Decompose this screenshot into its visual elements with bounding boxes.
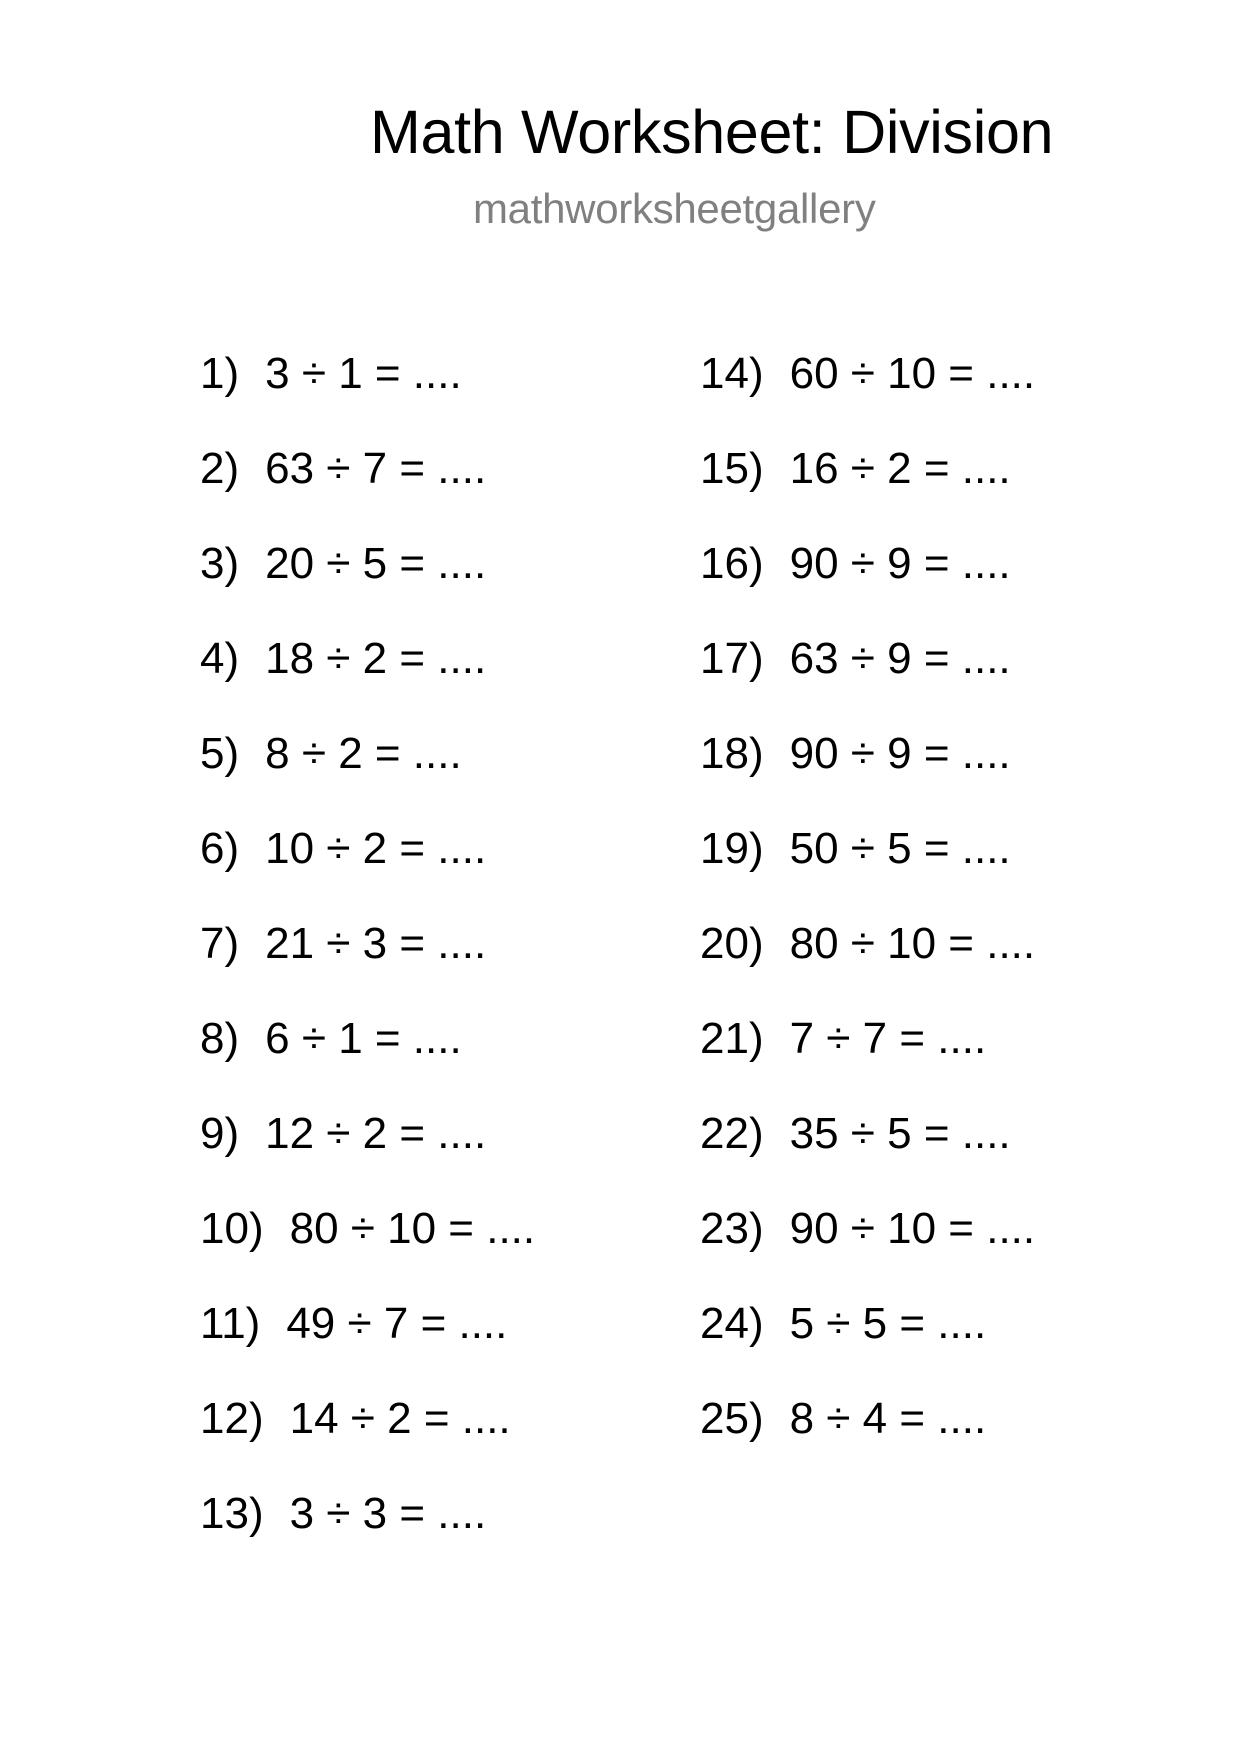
problem-expression: 16 ÷ 2 = .... <box>789 444 1011 493</box>
problem-expression: 60 ÷ 10 = .... <box>789 349 1036 398</box>
problem-expression: 18 ÷ 2 = .... <box>265 634 487 683</box>
problem-item <box>700 536 1035 631</box>
problem-expression: 90 ÷ 9 = .... <box>789 539 1011 588</box>
problem-item <box>700 441 1035 536</box>
problem-expression: 8 ÷ 2 = .... <box>265 729 462 778</box>
problem-column-left <box>200 346 535 1581</box>
problem-expression: 63 ÷ 9 = .... <box>789 634 1011 683</box>
problem-item <box>700 1106 1035 1201</box>
problem-number: 3) <box>200 539 240 588</box>
problem-item <box>700 1296 1035 1391</box>
problem-number: 21) <box>700 1014 764 1063</box>
problem-item <box>200 916 535 1011</box>
problem-item <box>200 1391 535 1486</box>
problem-number: 18) <box>700 729 764 778</box>
problem-expression: 20 ÷ 5 = .... <box>265 539 487 588</box>
problem-number: 16) <box>700 539 764 588</box>
problem-number: 7) <box>200 919 240 968</box>
problem-item <box>200 726 535 821</box>
problem-item <box>200 1486 535 1581</box>
page-subtitle: mathworksheetgallery <box>473 185 876 232</box>
problem-number: 6) <box>200 824 240 873</box>
problem-number: 8) <box>200 1014 240 1063</box>
problem-expression: 49 ÷ 7 = .... <box>286 1299 508 1348</box>
problem-item <box>700 1391 1035 1486</box>
problem-number: 12) <box>200 1394 264 1443</box>
problem-item <box>200 821 535 916</box>
problem-item <box>700 1201 1035 1296</box>
page-title: Math Worksheet: Division <box>370 98 1054 166</box>
problem-number: 11) <box>200 1299 261 1348</box>
problem-number: 13) <box>200 1489 264 1538</box>
problem-item <box>700 916 1035 1011</box>
problem-number: 10) <box>200 1204 264 1253</box>
problem-number: 4) <box>200 634 240 683</box>
problem-item <box>200 1011 535 1106</box>
problem-expression: 90 ÷ 10 = .... <box>789 1204 1036 1253</box>
problem-number: 24) <box>700 1299 764 1348</box>
problem-item <box>200 1106 535 1201</box>
problem-item <box>200 346 535 441</box>
problem-expression: 10 ÷ 2 = .... <box>265 824 487 873</box>
problem-expression: 6 ÷ 1 = .... <box>265 1014 462 1063</box>
problem-expression: 50 ÷ 5 = .... <box>789 824 1011 873</box>
problem-column-right <box>700 346 1035 1486</box>
problem-expression: 3 ÷ 1 = .... <box>265 349 462 398</box>
problem-number: 25) <box>700 1394 764 1443</box>
problem-expression: 90 ÷ 9 = .... <box>789 729 1011 778</box>
problem-expression: 7 ÷ 7 = .... <box>789 1014 987 1063</box>
problem-item <box>700 1011 1035 1106</box>
problem-expression: 3 ÷ 3 = .... <box>289 1489 487 1538</box>
problem-number: 19) <box>700 824 764 873</box>
problem-expression: 80 ÷ 10 = .... <box>789 919 1036 968</box>
problem-number: 2) <box>200 444 240 493</box>
problem-number: 9) <box>200 1109 240 1158</box>
problem-item <box>200 536 535 631</box>
problem-number: 5) <box>200 729 240 778</box>
problem-item <box>200 1201 535 1296</box>
problem-item <box>200 441 535 536</box>
problem-number: 17) <box>700 634 764 683</box>
problem-item <box>700 821 1035 916</box>
problem-expression: 35 ÷ 5 = .... <box>789 1109 1011 1158</box>
problem-number: 14) <box>700 349 764 398</box>
problem-expression: 21 ÷ 3 = .... <box>265 919 487 968</box>
problem-expression: 14 ÷ 2 = .... <box>289 1394 511 1443</box>
problem-item <box>200 631 535 726</box>
problem-number: 22) <box>700 1109 764 1158</box>
problem-number: 20) <box>700 919 764 968</box>
problem-item <box>700 726 1035 821</box>
problem-number: 23) <box>700 1204 764 1253</box>
problem-item <box>700 631 1035 726</box>
problem-expression: 8 ÷ 4 = .... <box>789 1394 987 1443</box>
problem-expression: 12 ÷ 2 = .... <box>265 1109 487 1158</box>
problem-number: 15) <box>700 444 764 493</box>
problem-expression: 63 ÷ 7 = .... <box>265 444 487 493</box>
problem-number: 1) <box>200 349 240 398</box>
problem-item <box>700 346 1035 441</box>
problem-item <box>200 1296 535 1391</box>
problem-expression: 80 ÷ 10 = .... <box>289 1204 536 1253</box>
problem-expression: 5 ÷ 5 = .... <box>789 1299 987 1348</box>
